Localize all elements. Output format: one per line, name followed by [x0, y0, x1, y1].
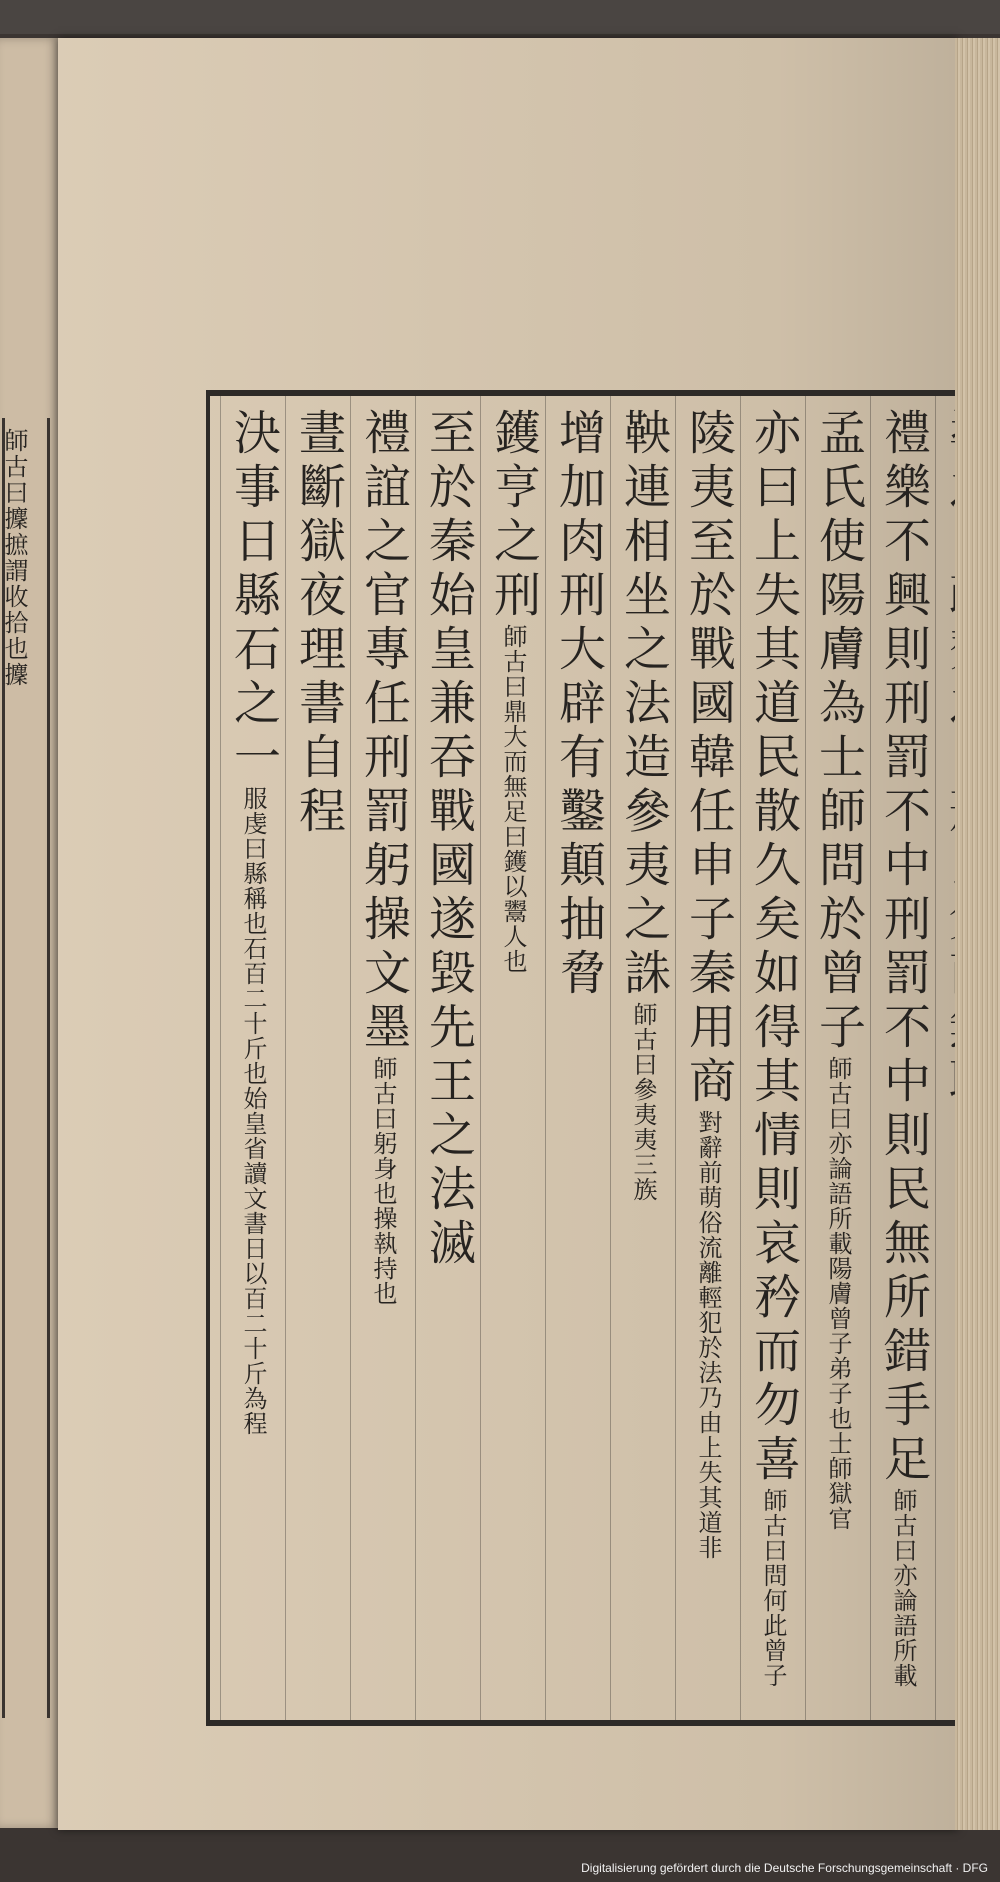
- column-rule: [610, 396, 611, 1720]
- column-main-text: 鞅連相坐之法造參夷之誅: [616, 408, 671, 1002]
- text-frame: [206, 390, 1000, 1726]
- column-rule: [285, 396, 286, 1720]
- column-rule: [350, 396, 351, 1720]
- column-rule: [415, 396, 416, 1720]
- column-commentary: 對辭前萌俗流離輕犯於法乃由上失其道非: [694, 1110, 722, 1560]
- book-page: [58, 38, 958, 1830]
- column-main-text: 禮樂不興則刑罰不中刑罰不中則民無所錯手足: [876, 408, 931, 1488]
- page-fore-edges: [955, 38, 1000, 1830]
- column-main-text: 增加肉刑大辟有鑿顛抽脅: [551, 408, 606, 1002]
- column-commentary: 師古曰亦論語所載: [889, 1488, 917, 1688]
- column-rule: [935, 396, 936, 1720]
- column-rule: [675, 396, 676, 1720]
- left-page-text-frame: [2, 418, 50, 1718]
- text-column: [677, 408, 739, 1560]
- text-column: [872, 408, 934, 1688]
- left-page-edge: [0, 38, 60, 1828]
- text-column: [482, 408, 544, 974]
- column-commentary: 師古曰參夷夷三族: [629, 1002, 657, 1202]
- column-main-text: 晝斷獄夜理書自程: [291, 408, 346, 840]
- column-commentary: 師古曰鼎大而無足曰鑊以鬻人也: [499, 624, 527, 974]
- text-column: [807, 408, 869, 1531]
- column-main-text: 禮誼之官專任刑罰躬操文墨: [356, 408, 411, 1056]
- column-main-text: 亦曰上失其道民散久矣如得其情則哀矜而勿喜: [746, 408, 801, 1488]
- digitization-credit: Digitalisierung gefördert durch die Deutsche Forschungsgemeinschaft · DFG: [581, 1861, 988, 1875]
- column-rule: [870, 396, 871, 1720]
- column-rule: [480, 396, 481, 1720]
- text-column: [547, 408, 609, 1002]
- column-main-text: 陵夷至於戰國韓任申子秦用商: [681, 408, 736, 1110]
- text-column: [417, 408, 479, 1272]
- column-rule: [545, 396, 546, 1720]
- column-main-text: 鑊亨之刑: [486, 408, 541, 624]
- column-main-text: 決事日縣石之一: [226, 408, 281, 786]
- text-column: [742, 408, 804, 1688]
- text-column: [222, 408, 284, 1436]
- column-main-text: 孟氏使陽膚為士師問於曾子: [811, 408, 866, 1056]
- column-rule: [740, 396, 741, 1720]
- text-column: [612, 408, 674, 1202]
- column-commentary: 師古曰問何此曾子: [759, 1488, 787, 1688]
- text-column: [352, 408, 414, 1306]
- column-main-text: 至於秦始皇兼吞戰國遂毀先王之法滅: [421, 408, 476, 1272]
- column-commentary: 師古曰躬身也操執持也: [369, 1056, 397, 1306]
- column-commentary: 師古曰亦論語所載陽膚曾子弟子也士師獄官: [824, 1056, 852, 1531]
- column-rule: [220, 396, 221, 1720]
- top-dark-strip: [0, 0, 1000, 34]
- column-rule: [805, 396, 806, 1720]
- column-commentary: 服虔曰縣稱也石百二十斤也始皇省讀文書日以百二十斤為程: [239, 786, 267, 1436]
- left-fragment-note: 師古曰攈摭謂收拾也攈: [0, 428, 28, 688]
- text-column: [287, 408, 349, 840]
